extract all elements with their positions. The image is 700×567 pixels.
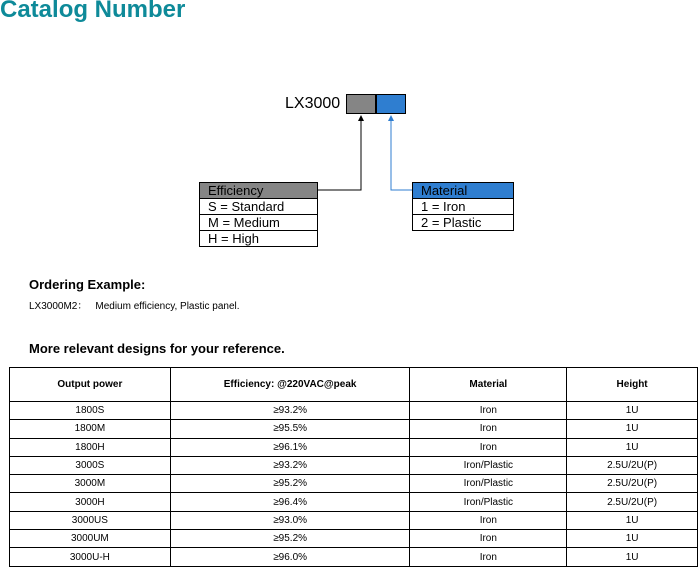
page-title: Catalog Number (0, 0, 186, 23)
height-cell: 2.5U/2U(P) (567, 456, 698, 474)
column-header-material: Material (410, 368, 567, 402)
table-row (10, 420, 698, 438)
efficiency-cell: ≥95.2% (170, 475, 410, 493)
material-cell: Iron/Plastic (410, 475, 567, 493)
column-header-output-power: Output power (10, 368, 171, 402)
efficiency-connector (318, 118, 361, 190)
efficiency-cell: ≥96.0% (170, 548, 410, 566)
height-cell: 1U (567, 530, 698, 548)
efficiency-option: S = Standard (200, 199, 318, 215)
ordering-example-description: Medium efficiency, Plastic panel. (95, 301, 240, 312)
height-cell: 1U (567, 511, 698, 529)
column-header-height: Height (567, 368, 698, 402)
efficiency-option: M = Medium (200, 215, 318, 231)
efficiency-cell: ≥95.5% (170, 420, 410, 438)
table-row (10, 402, 698, 420)
material-cell: Iron (410, 420, 567, 438)
material-options-table (412, 182, 514, 231)
height-cell: 2.5U/2U(P) (567, 475, 698, 493)
output-power-cell: 3000US (10, 511, 171, 529)
efficiency-cell: ≥93.2% (170, 456, 410, 474)
ordering-example (29, 297, 240, 312)
output-power-cell: 1800S (10, 402, 171, 420)
material-cell: Iron/Plastic (410, 493, 567, 511)
more-designs-heading: More relevant designs for your reference. (29, 341, 285, 356)
material-cell: Iron (410, 402, 567, 420)
output-power-cell: 3000S (10, 456, 171, 474)
table-row (10, 511, 698, 529)
material-option: 2 = Plastic (413, 215, 514, 231)
efficiency-cell: ≥93.2% (170, 402, 410, 420)
height-cell: 2.5U/2U(P) (567, 493, 698, 511)
ordering-example-heading: Ordering Example: (29, 277, 146, 292)
output-power-cell: 1800M (10, 420, 171, 438)
table-row (10, 548, 698, 566)
material-cell: Iron/Plastic (410, 456, 567, 474)
table-row (10, 438, 698, 456)
height-cell: 1U (567, 548, 698, 566)
column-header-efficiency: Efficiency: @220VAC@peak (170, 368, 410, 402)
efficiency-cell: ≥93.0% (170, 511, 410, 529)
efficiency-cell: ≥96.1% (170, 438, 410, 456)
table-row (10, 456, 698, 474)
material-cell: Iron (410, 511, 567, 529)
efficiency-header: Efficiency (200, 183, 318, 199)
height-cell: 1U (567, 420, 698, 438)
output-power-cell: 3000M (10, 475, 171, 493)
efficiency-option: H = High (200, 231, 318, 247)
material-cell: Iron (410, 438, 567, 456)
efficiency-cell: ≥95.2% (170, 530, 410, 548)
designs-table-body (10, 402, 698, 567)
output-power-cell: 3000H (10, 493, 171, 511)
ordering-example-code: LX3000M2： (29, 301, 88, 312)
material-option: 1 = Iron (413, 199, 514, 215)
output-power-cell: 1800H (10, 438, 171, 456)
table-row (10, 493, 698, 511)
efficiency-options-table (199, 182, 318, 247)
material-connector (391, 118, 412, 190)
catalog-prefix: LX3000 (285, 95, 341, 112)
output-power-cell: 3000UM (10, 530, 171, 548)
material-header: Material (413, 183, 514, 199)
height-cell: 1U (567, 438, 698, 456)
designs-table (9, 367, 698, 567)
material-cell: Iron (410, 548, 567, 566)
table-row (10, 475, 698, 493)
material-cell: Iron (410, 530, 567, 548)
table-row (10, 530, 698, 548)
efficiency-cell: ≥96.4% (170, 493, 410, 511)
output-power-cell: 3000U-H (10, 548, 171, 566)
height-cell: 1U (567, 402, 698, 420)
